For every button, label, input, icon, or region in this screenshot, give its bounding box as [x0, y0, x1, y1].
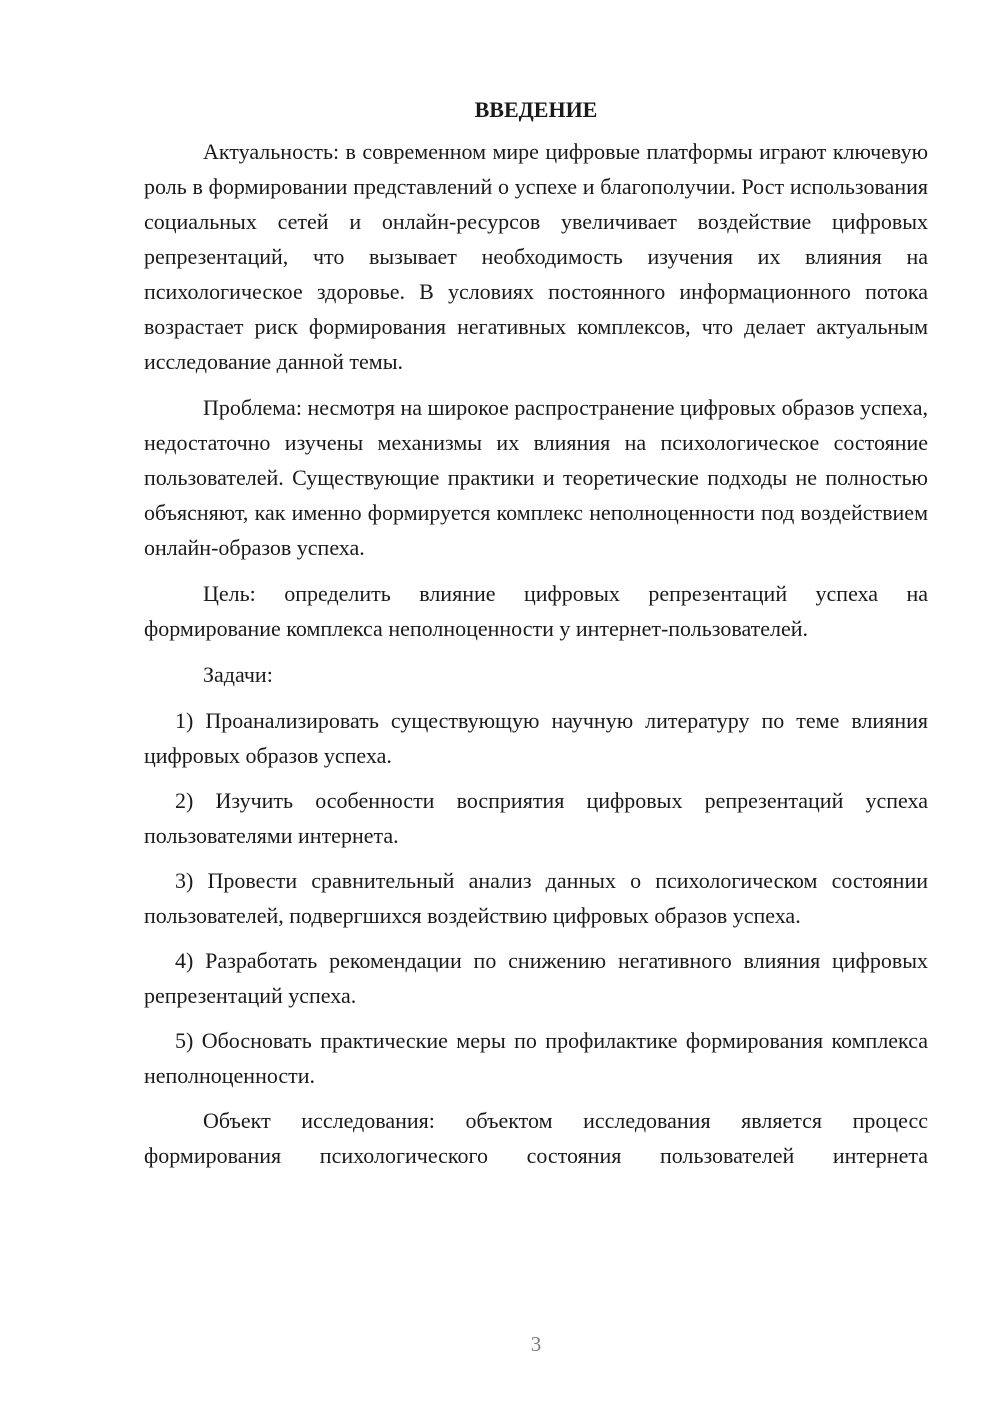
tasks-heading: Задачи: — [203, 662, 273, 687]
task-item-2: 2) Изучить особенности восприятия цифровых репрезентаций успеха пользователями интернета. — [144, 788, 928, 848]
paragraph-goal: Цель: определить влияние цифровых репрезентаций успеха на формирование комплекса неполноценности у интернет-пользователей. — [144, 581, 928, 641]
page-number: 3 — [530, 1332, 542, 1356]
task-item-3: 3) Провести сравнительный анализ данных о психологическом состоянии пользователей, подвергшихся воздействию цифровых образов успеха. — [144, 868, 928, 928]
task-item-1: 1) Проанализировать существующую научную литературу по теме влияния цифровых образов успеха. — [144, 708, 928, 768]
task-item-4: 4) Разработать рекомендации по снижению негативного влияния цифровых репрезентаций успеха. — [144, 948, 928, 1008]
paragraph-object: Объект исследования: объектом исследования является процесс формирования психологического состояния пользователей интернета — [144, 1108, 928, 1168]
paragraph-relevance: Актуальность: в современном мире цифровые платформы играют ключевую роль в формировании представлений о успехе и благополучии. Рост использования социальных сетей и онлайн-ресурсов увеличивает воздействие цифровых репрезентаций, что вызывает необходимость изучения их влияния на психологическое здоровье. В условиях постоянного информационного потока возрастает риск формирования негативных комплексов, что делает актуальным исследование данной темы. — [144, 139, 928, 374]
task-item-5: 5) Обосновать практические меры по профилактике формирования комплекса неполноценности. — [144, 1028, 928, 1088]
paragraph-problem: Проблема: несмотря на широкое распространение цифровых образов успеха, недостаточно изучены механизмы их влияния на психологическое состояние пользователей. Существующие практики и теоретические подходы не полностью объясняют, как именно формируется комплекс неполноценности под воздействием онлайн-образов успеха. — [144, 395, 928, 560]
document-page — [144, 96, 928, 1173]
section-title: ВВЕДЕНИЕ — [474, 97, 598, 122]
